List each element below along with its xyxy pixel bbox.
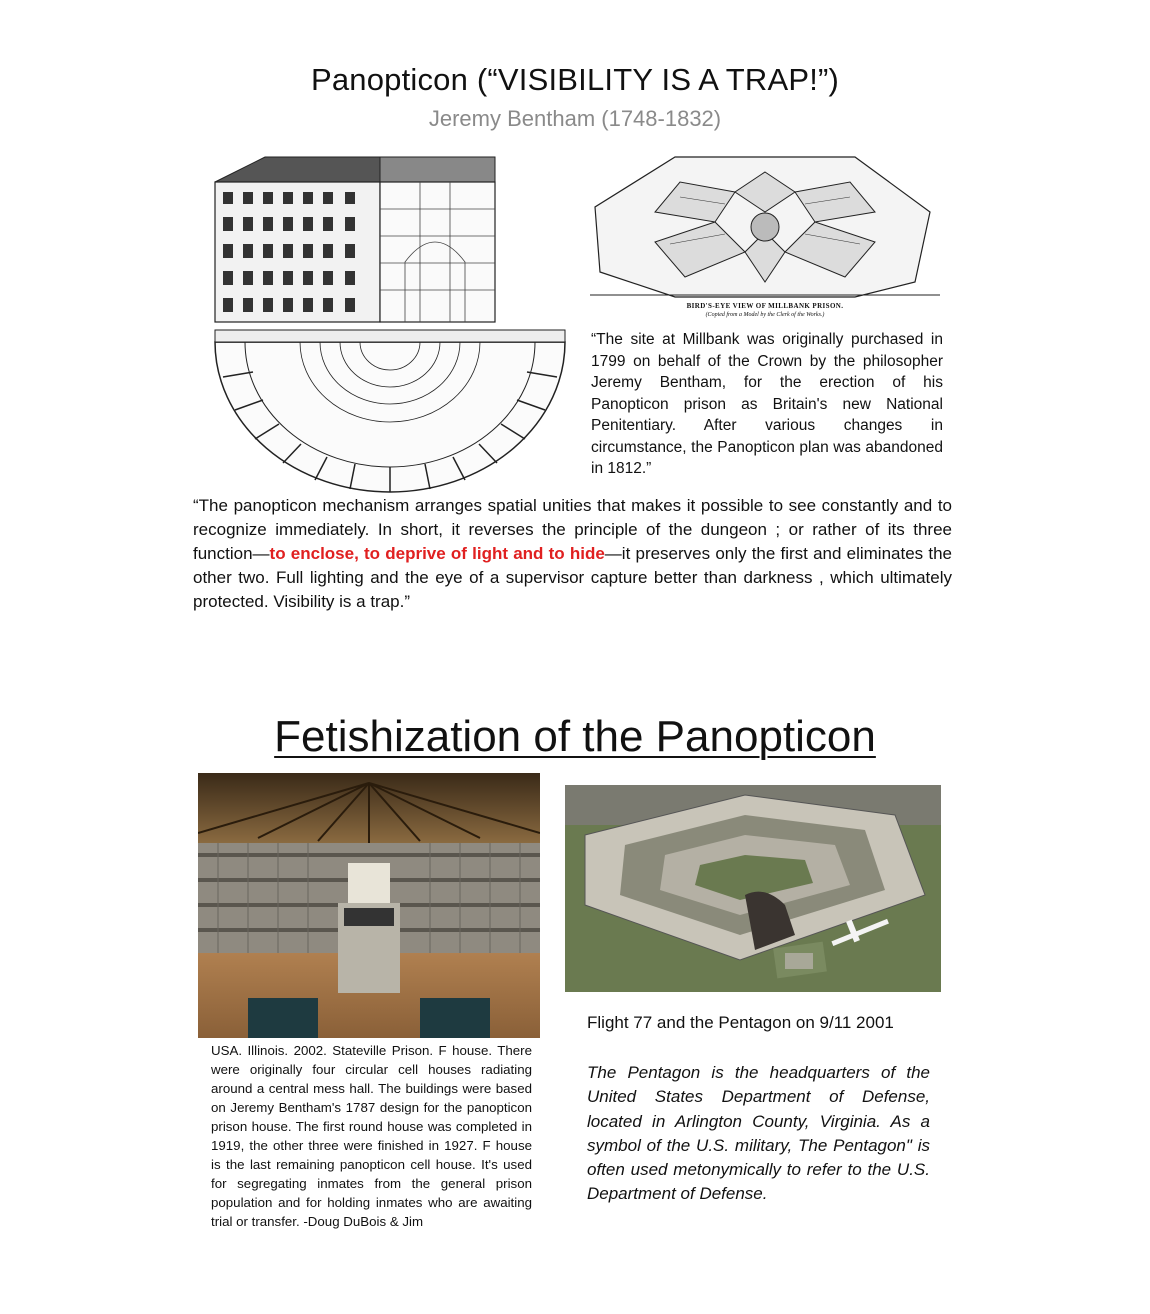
pentagon-caption: Flight 77 and the Pentagon on 9/11 2001 [587, 1013, 894, 1032]
millbank-caption-subtitle: (Copied from a Model by the Clerk of the Works.) [705, 312, 825, 318]
quote-highlight: to enclose, to deprive of light and to hide [269, 544, 605, 563]
page-title: Panopticon (“VISIBILITY IS A TRAP!”) [310, 62, 840, 97]
millbank-caption-title: BIRD'S-EYE VIEW OF MILLBANK PRISON. [686, 302, 844, 310]
panopticon-quote [193, 494, 952, 614]
pentagon-photo [565, 785, 941, 992]
page-subtitle: Jeremy Bentham (1748-1832) [428, 106, 722, 131]
quote-part-2: —it preserves only the first and eliminates the other two. Full lighting and the eye of a supervisor capture better than darkness , which ultimately protected. Visibility is a trap.” [193, 544, 952, 611]
stateville-caption: USA. Illinois. 2002. Stateville Prison. F house. There were originally four circular cell houses radiating around a central mess hall. The buildings were based on Jeremy Bentham's 1787 design for the panopticon prison house. The first round house was completed in 1919, the other three were finished in 1927. F house is the last remaining panopticon cell house. It's used for segregating inmates from the general prison population and for holding inmates who are awaiting trial or transfer. -Doug DuBois & Jim [211, 1043, 532, 1229]
section-title: Fetishization of the Panopticon [274, 712, 876, 761]
quote-part-1: “The panopticon mechanism arranges spatial unities that makes it possible to see constantly and to recognize immediately. In short, it reverses the principle of the dungeon ; or rather of its three function— [193, 496, 952, 563]
stateville-prison-photo [198, 773, 540, 1038]
panopticon-plan-drawing [205, 152, 575, 497]
millbank-prison-drawing [585, 152, 945, 324]
millbank-quote: “The site at Millbank was originally purchased in 1799 on behalf of the Crown by the philosopher Jeremy Bentham, for the erection of his Panopticon prison as Britain's new National Penitentiary. After various changes in circumstance, the Panopticon plan was abandoned in 1812.” [591, 331, 943, 477]
pentagon-description: The Pentagon is the headquarters of the United States Department of Defense, located in Arlington County, Virginia. As a symbol of the U.S. military, The Pentagon" is often used metonymically to refer to the U.S. Department of Defense. [587, 1063, 930, 1204]
